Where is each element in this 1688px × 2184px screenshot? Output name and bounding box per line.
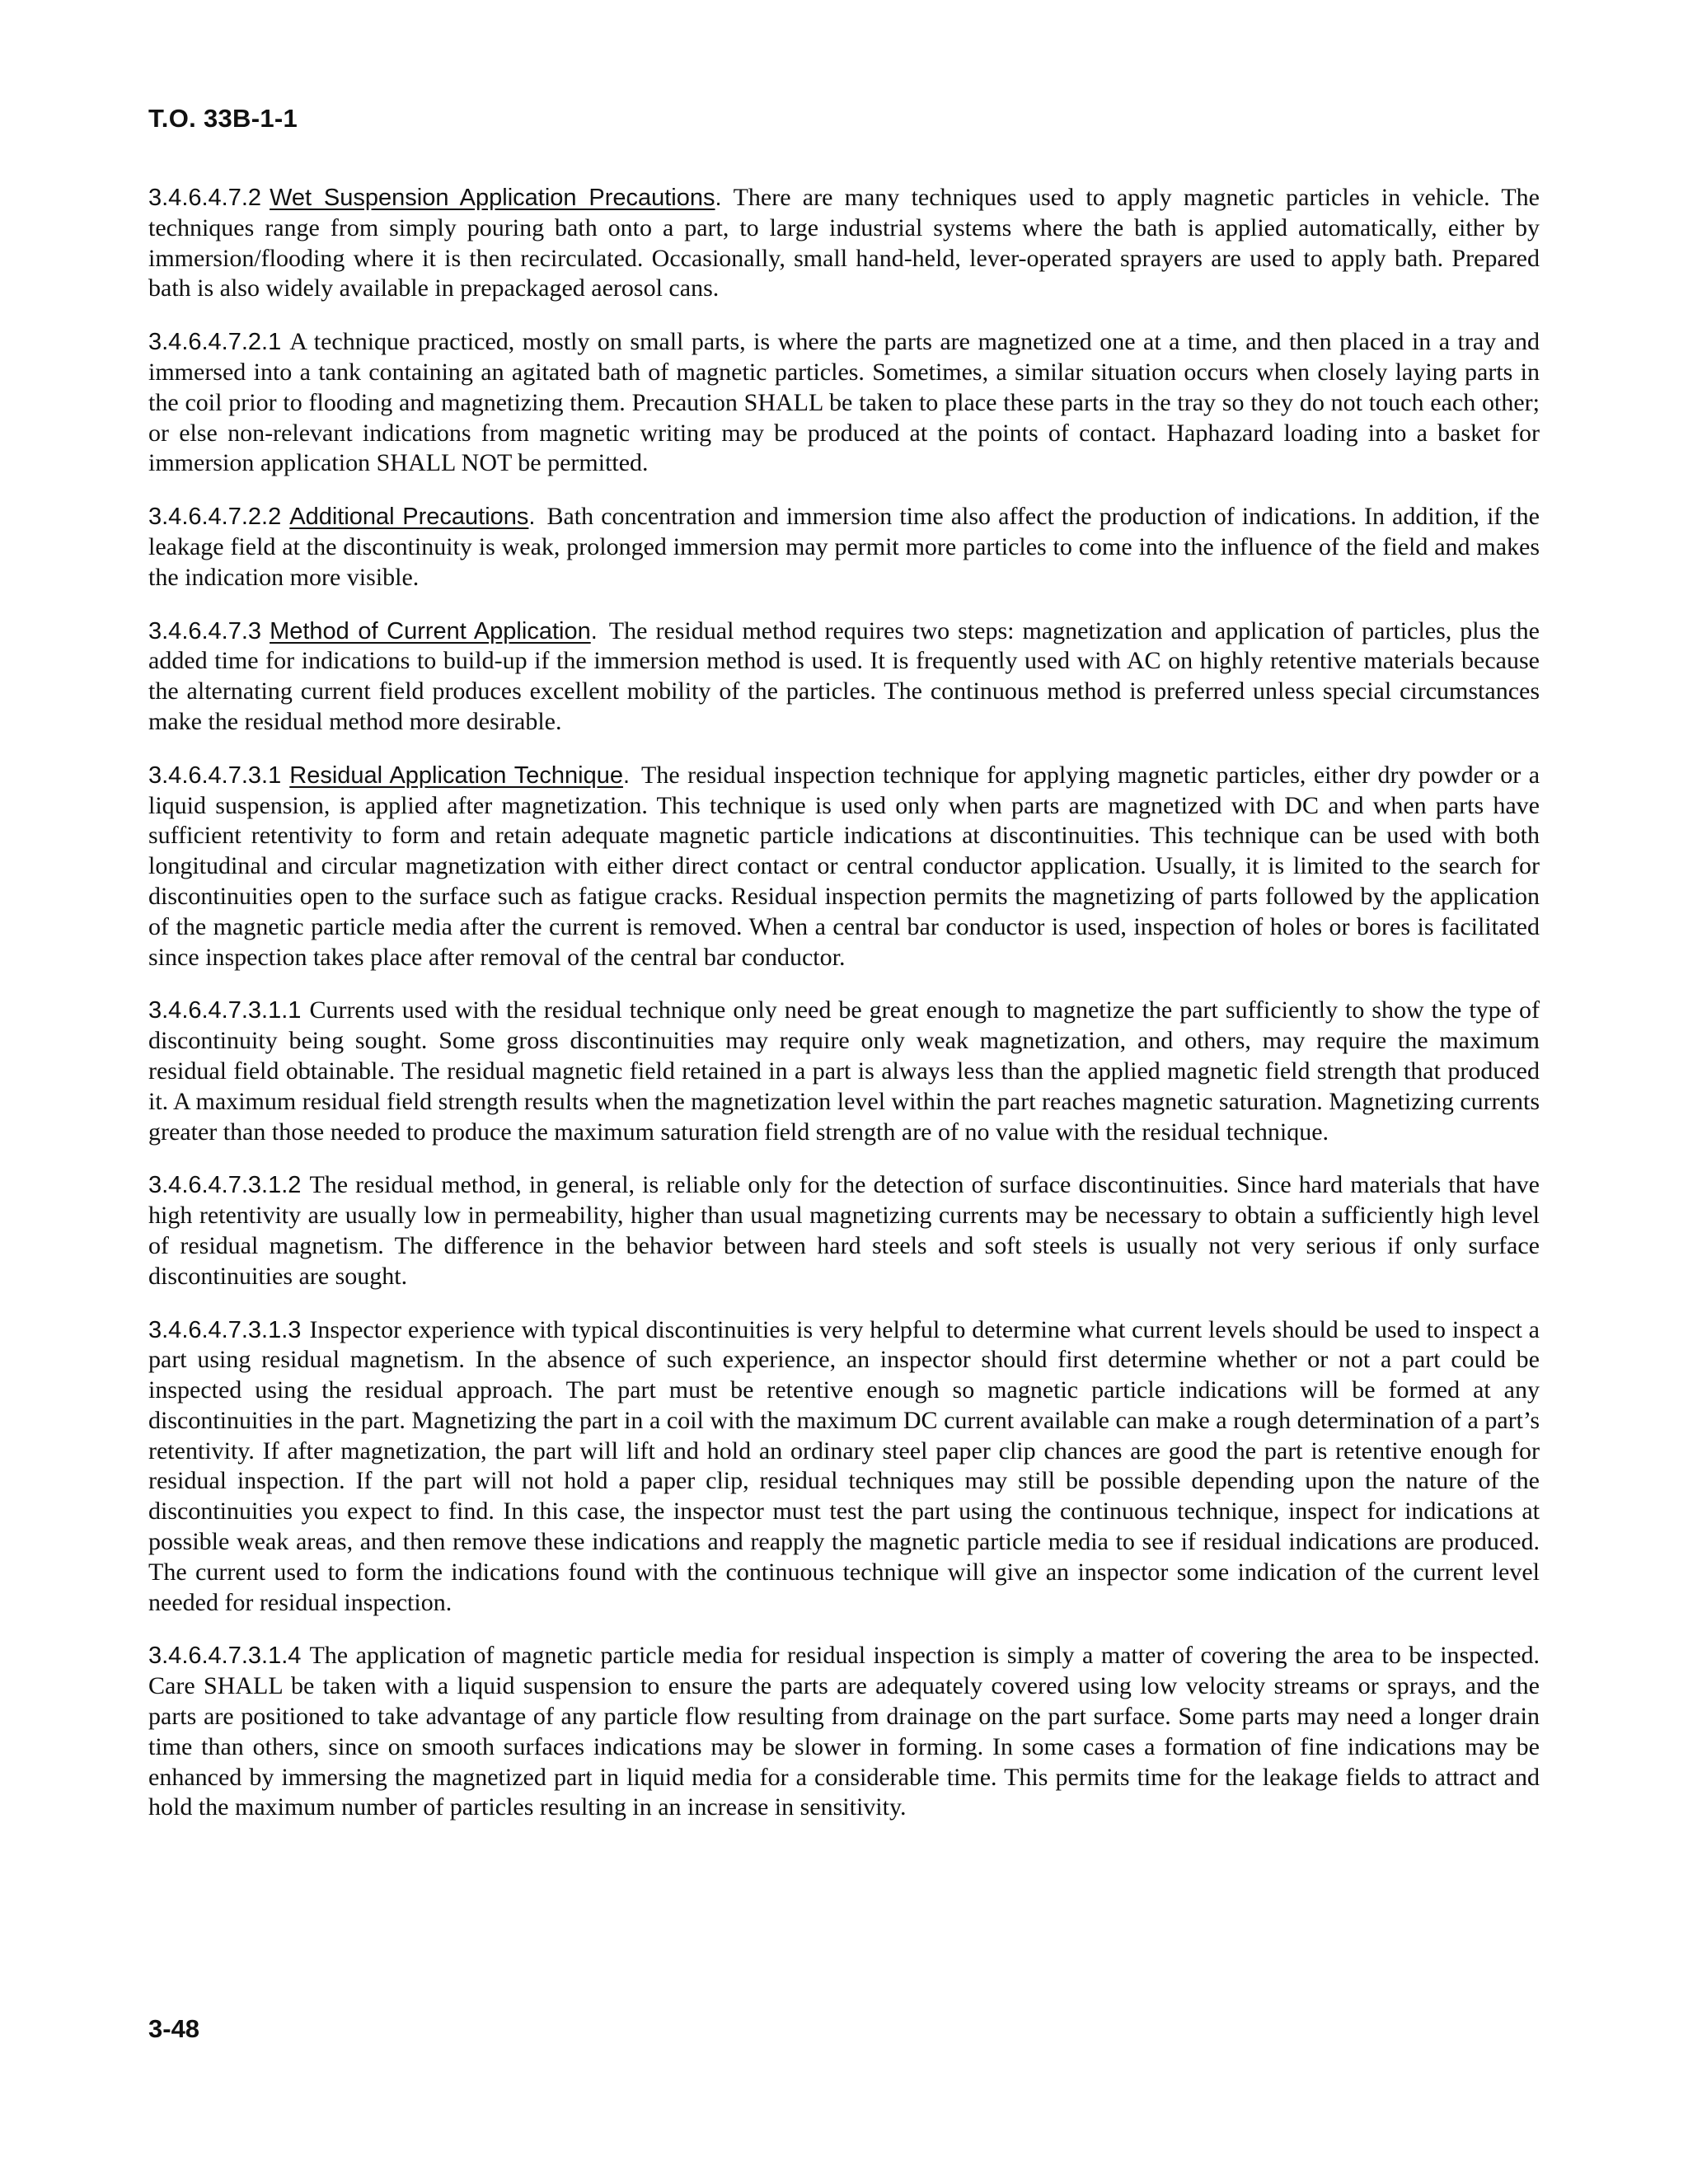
paragraph-title: Residual Application Technique <box>289 762 623 789</box>
paragraph-3-4-6-4-7-3-1-2 <box>148 1170 1540 1291</box>
paragraph-number: 3.4.6.4.7.3.1.1 <box>148 997 302 1024</box>
paragraph-text: The application of magnetic particle media for residual inspection is simply a matter of covering the area to be inspected. Care SHALL be taken with a liquid suspension to ensure the parts are adequately covered using low velocity streams or sprays, and the parts are positioned to take advantage of any particle flow resulting from drainage on the part surface. Some parts may need a longer drain time than others, since on smooth surfaces indications may be slower in forming. In some cases a formation of fine indications may be enhanced by immersing the magnetized part in liquid media for a considerable time. This permits time for the leakage fields to attract and hold the maximum number of particles resulting in an increase in sensitivity. <box>148 1642 1540 1821</box>
page-number: 3-48 <box>148 2014 200 2043</box>
paragraph-number: 3.4.6.4.7.2.2 <box>148 504 282 531</box>
paragraph-text: The residual inspection technique for applying magnetic particles, either dry powder or a liquid suspension, is applied after magnetization. This technique is used only when parts are magnetized with DC and when parts have sufficient retentivity to form and retain adequate magnetic particle indications at discontinuities. This technique can be used with both longitudinal and circular magnetization with either direct contact or central conductor application. Usually, it is limited to the search for discontinuities open to the surface such as fatigue cracks. Residual inspection permits the magnetizing of parts followed by the application of the magnetic particle media after the current is removed. When a central bar conductor is used, inspection of holes or bores is facilitated since inspection takes place after removal of the central bar conductor. <box>148 761 1540 971</box>
paragraph-number: 3.4.6.4.7.3.1.4 <box>148 1643 302 1670</box>
paragraph-text: The residual method, in general, is reliable only for the detection of surface discontinuities. Since hard materials that have high retentivity are usually low in permeability, higher than usual magnetizing currents may be necessary to obtain a sufficiently high level of residual magnetism. The difference in the behavior between hard steels and soft steels is usually not very serious if only surface discontinuities are sought. <box>148 1171 1540 1290</box>
paragraph-3-4-6-4-7-2 <box>148 183 1540 304</box>
paragraph-title: Method of Current Application <box>270 617 591 644</box>
paragraph-3-4-6-4-7-2-1 <box>148 327 1540 479</box>
paragraph-text: There are many techniques used to apply magnetic particles in vehicle. The techniques range from simply pouring bath onto a part, to large industrial systems where the bath is applied automatically, either by immersion/flooding where it is then recirculated. Occasionally, small hand-held, lever-operated sprayers are used to apply bath. Prepared bath is also widely available in prepackaged aerosol cans. <box>148 184 1540 302</box>
paragraph-number: 3.4.6.4.7.3.1 <box>148 762 282 789</box>
paragraph-3-4-6-4-7-3-1-3 <box>148 1315 1540 1619</box>
paragraph-number: 3.4.6.4.7.3.1.3 <box>148 1316 302 1343</box>
document-body <box>148 183 1540 1846</box>
paragraph-number: 3.4.6.4.7.3 <box>148 617 262 644</box>
title-period: . <box>622 762 631 789</box>
title-period: . <box>715 185 722 211</box>
document-id: T.O. 33B-1-1 <box>148 104 298 133</box>
paragraph-text: The residual method requires two steps: magnetization and application of particles, plus the added time for indications to build-up if the immersion method is used. It is frequently used with AC on highly retentive materials because the alternating current field produces excellent mobility of the particles. The continuous method is preferred unless special circumstances make the residual method more desirable. <box>148 616 1540 735</box>
paragraph-3-4-6-4-7-3-1-4 <box>148 1641 1540 1823</box>
paragraph-3-4-6-4-7-3-1-1 <box>148 996 1540 1147</box>
paragraph-text: Bath concentration and immersion time also affect the production of indications. In addition, if the leakage field at the discontinuity is weak, prolonged immersion may permit more particles to come into the influence of the field and makes the indication more visible. <box>148 503 1540 591</box>
paragraph-title: Additional Precautions <box>289 504 529 531</box>
paragraph-text: Inspector experience with typical discontinuities is very helpful to determine what current levels should be used to inspect a part using residual magnetism. In the absence of such experience, an inspector should first determine whether or not a part could be inspected using the residual approach. The part must be retentive enough so magnetic particle indications will be formed at any discontinuities in the part. Magnetizing the part in a coil with the maximum DC current available can make a rough determination of a part’s retentivity. If after magnetization, the part will lift and hold an ordinary steel paper clip chances are good the part is retentive enough for residual inspection. If the part will not hold a paper clip, residual techniques may still be possible depending upon the nature of the discontinuities you expect to find. In this case, the inspector must test the part using the continuous technique, inspect for indications at possible weak areas, and then remove these indications and reapply the magnetic particle media to see if residual indications are produced. The current used to form the indications found with the continuous technique will give an inspector some indication of the current level needed for residual inspection. <box>148 1315 1540 1616</box>
paragraph-3-4-6-4-7-2-2 <box>148 502 1540 593</box>
paragraph-3-4-6-4-7-3-1 <box>148 761 1540 973</box>
title-period: . <box>528 504 536 531</box>
paragraph-text: Currents used with the residual technique only need be great enough to magnetize the part sufficiently to show the type of discontinuity being sought. Some gross discontinuities may require only weak magnetization, and others, may require the maximum residual field obtainable. The residual magnetic field retained in a part is always less than the applied magnetic field strength that produced it. A maximum residual field strength results when the magnetization level within the part reaches magnetic saturation. Magnetizing currents greater than those needed to produce the maximum saturation field strength are of no value with the residual technique. <box>148 996 1540 1146</box>
title-period: . <box>590 617 598 644</box>
paragraph-title: Wet Suspension Application Precautions <box>270 185 715 211</box>
paragraph-3-4-6-4-7-3 <box>148 616 1540 738</box>
paragraph-number: 3.4.6.4.7.3.1.2 <box>148 1172 302 1199</box>
paragraph-number: 3.4.6.4.7.2.1 <box>148 329 282 356</box>
paragraph-text: A technique practiced, mostly on small parts, is where the parts are magnetized one at a time, and then placed in a tray and immersed into a tank containing an agitated bath of magnetic particles. Sometimes, a similar situation occurs when closely laying parts in the coil prior to flooding and magnetizing them. Precaution SHALL be taken to place these parts in the tray so they do not touch each other; or else non-relevant indications from magnetic writing may be produced at the points of contact. Haphazard loading into a basket for immersion application SHALL NOT be permitted. <box>148 328 1540 477</box>
paragraph-number: 3.4.6.4.7.2 <box>148 185 262 211</box>
